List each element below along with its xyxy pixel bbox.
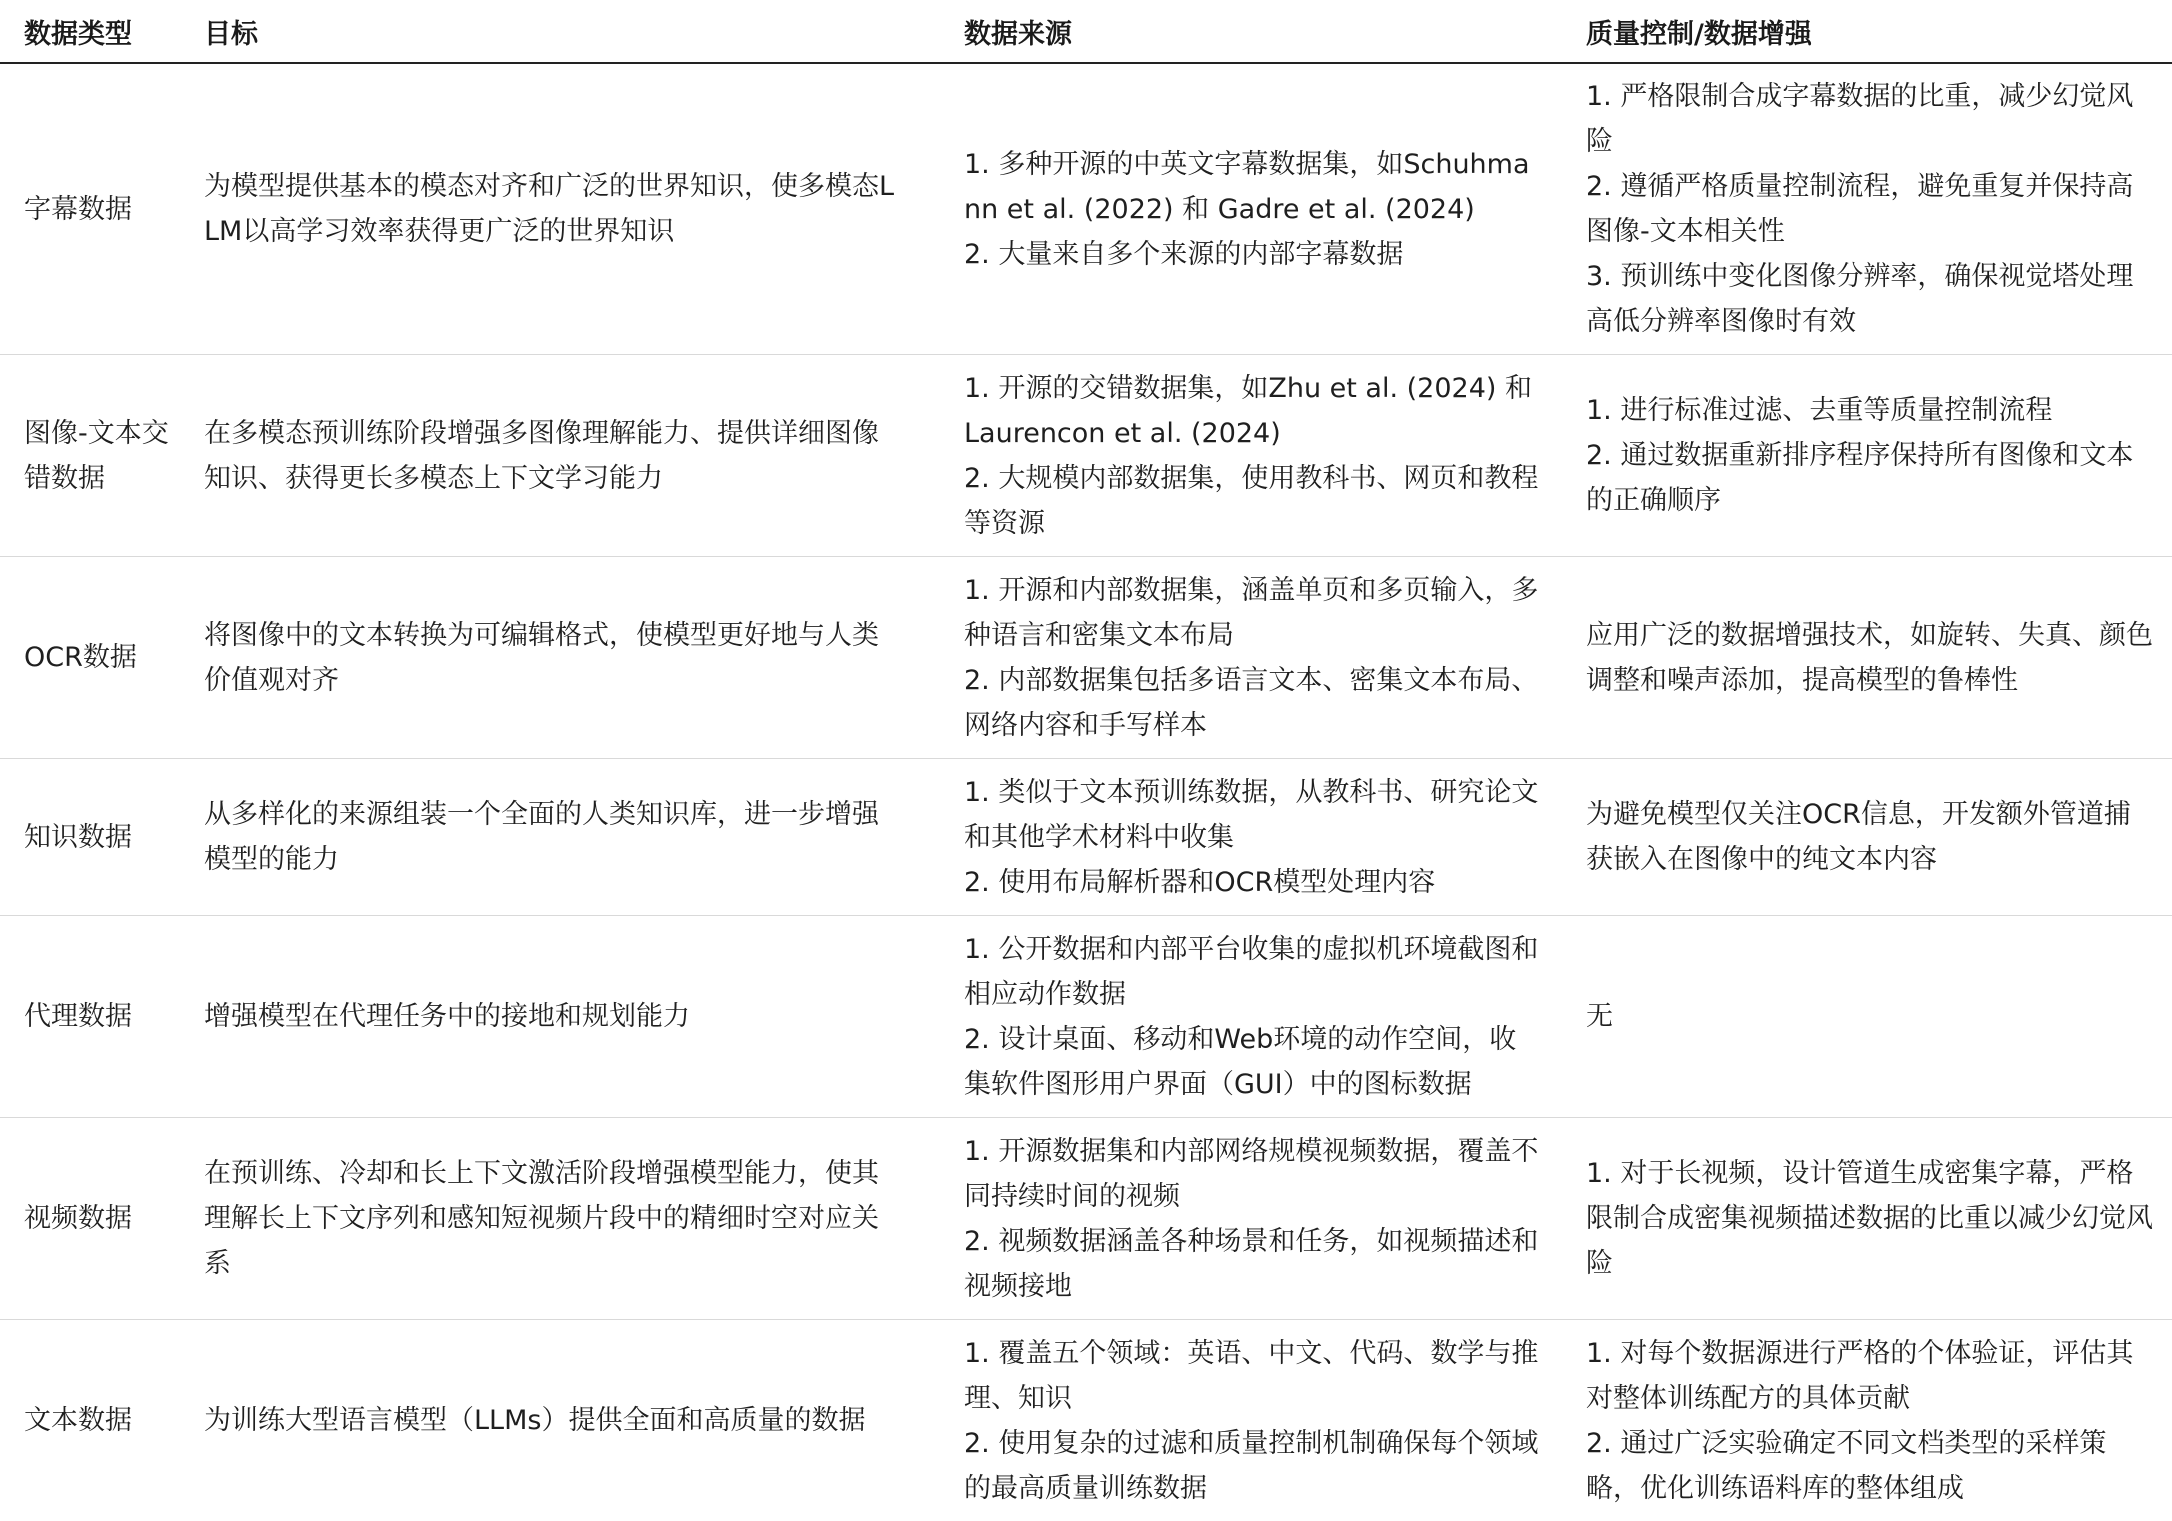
cell-data-type: 文本数据 [0, 1320, 180, 1521]
cell-quality-control [1562, 916, 2172, 1118]
cell-goal: 将图像中的文本转换为可编辑格式，使模型更好地与人类价值观对齐 [180, 557, 940, 759]
cell-goal: 为模型提供基本的模态对齐和广泛的世界知识，使多模态LLM以高学习效率获得更广泛的世界知识 [180, 63, 940, 355]
cell-goal: 在预训练、冷却和长上下文激活阶段增强模型能力，使其理解长上下文序列和感知短视频片段中的精细时空对应关系 [180, 1118, 940, 1320]
source-item: 1. 开源数据集和内部网络规模视频数据，覆盖不同持续时间的视频 [964, 1129, 1542, 1219]
cell-data-type: 代理数据 [0, 916, 180, 1118]
cell-source [940, 916, 1562, 1118]
table-row [0, 355, 2172, 557]
cell-goal: 在多模态预训练阶段增强多图像理解能力、提供详细图像知识、获得更长多模态上下文学习能力 [180, 355, 940, 557]
table-row [0, 63, 2172, 355]
qc-item: 1. 严格限制合成字幕数据的比重，减少幻觉风险 [1586, 74, 2154, 164]
table-row [0, 1320, 2172, 1521]
qc-item: 1. 对于长视频，设计管道生成密集字幕，严格限制合成密集视频描述数据的比重以减少幻觉风险 [1586, 1151, 2154, 1286]
header-source: 数据来源 [940, 0, 1562, 63]
qc-item: 为避免模型仅关注OCR信息，开发额外管道捕获嵌入在图像中的纯文本内容 [1586, 792, 2154, 882]
source-item: 2. 使用复杂的过滤和质量控制机制确保每个领域的最高质量训练数据 [964, 1421, 1542, 1511]
source-item: 2. 大规模内部数据集，使用教科书、网页和教程等资源 [964, 456, 1542, 546]
source-item: 2. 设计桌面、移动和Web环境的动作空间，收集软件图形用户界面（GUI）中的图标数据 [964, 1017, 1542, 1107]
source-item: 2. 使用布局解析器和OCR模型处理内容 [964, 860, 1542, 905]
cell-quality-control [1562, 759, 2172, 916]
qc-item: 3. 预训练中变化图像分辨率，确保视觉塔处理高低分辨率图像时有效 [1586, 254, 2154, 344]
source-item: 1. 多种开源的中英文字幕数据集，如Schuhmann et al. (2022) 和 Gadre et al. (2024) [964, 142, 1542, 232]
cell-goal: 增强模型在代理任务中的接地和规划能力 [180, 916, 940, 1118]
cell-quality-control [1562, 63, 2172, 355]
cell-source [940, 759, 1562, 916]
table-row [0, 916, 2172, 1118]
header-goal: 目标 [180, 0, 940, 63]
cell-source [940, 63, 1562, 355]
qc-item: 应用广泛的数据增强技术，如旋转、失真、颜色调整和噪声添加，提高模型的鲁棒性 [1586, 613, 2154, 703]
source-item: 2. 大量来自多个来源的内部字幕数据 [964, 232, 1542, 277]
cell-data-type: 视频数据 [0, 1118, 180, 1320]
qc-item: 无 [1586, 994, 2154, 1039]
cell-goal: 为训练大型语言模型（LLMs）提供全面和高质量的数据 [180, 1320, 940, 1521]
header-quality-control: 质量控制/数据增强 [1562, 0, 2172, 63]
qc-item: 1. 对每个数据源进行严格的个体验证，评估其对整体训练配方的具体贡献 [1586, 1331, 2154, 1421]
table-row [0, 1118, 2172, 1320]
source-item: 1. 类似于文本预训练数据，从教科书、研究论文和其他学术材料中收集 [964, 770, 1542, 860]
source-item: 1. 覆盖五个领域：英语、中文、代码、数学与推理、知识 [964, 1331, 1542, 1421]
header-data-type: 数据类型 [0, 0, 180, 63]
cell-quality-control [1562, 1118, 2172, 1320]
cell-goal: 从多样化的来源组装一个全面的人类知识库，进一步增强模型的能力 [180, 759, 940, 916]
source-item: 2. 内部数据集包括多语言文本、密集文本布局、网络内容和手写样本 [964, 658, 1542, 748]
cell-data-type: 知识数据 [0, 759, 180, 916]
cell-data-type: OCR数据 [0, 557, 180, 759]
cell-quality-control [1562, 557, 2172, 759]
qc-item: 2. 遵循严格质量控制流程，避免重复并保持高图像-文本相关性 [1586, 164, 2154, 254]
cell-data-type: 图像-文本交错数据 [0, 355, 180, 557]
table-row [0, 557, 2172, 759]
cell-source [940, 1320, 1562, 1521]
source-item: 2. 视频数据涵盖各种场景和任务，如视频描述和视频接地 [964, 1219, 1542, 1309]
qc-item: 1. 进行标准过滤、去重等质量控制流程 [1586, 388, 2154, 433]
cell-data-type: 字幕数据 [0, 63, 180, 355]
qc-item: 2. 通过广泛实验确定不同文档类型的采样策略，优化训练语料库的整体组成 [1586, 1421, 2154, 1511]
table-row [0, 759, 2172, 916]
table-header-row [0, 0, 2172, 63]
cell-source [940, 355, 1562, 557]
source-item: 1. 公开数据和内部平台收集的虚拟机环境截图和相应动作数据 [964, 927, 1542, 1017]
cell-source [940, 557, 1562, 759]
qc-item: 2. 通过数据重新排序程序保持所有图像和文本的正确顺序 [1586, 433, 2154, 523]
cell-source [940, 1118, 1562, 1320]
source-item: 1. 开源的交错数据集，如Zhu et al. (2024) 和 Laurencon et al. (2024) [964, 366, 1542, 456]
source-item: 1. 开源和内部数据集，涵盖单页和多页输入，多种语言和密集文本布局 [964, 568, 1542, 658]
cell-quality-control [1562, 355, 2172, 557]
cell-quality-control [1562, 1320, 2172, 1521]
